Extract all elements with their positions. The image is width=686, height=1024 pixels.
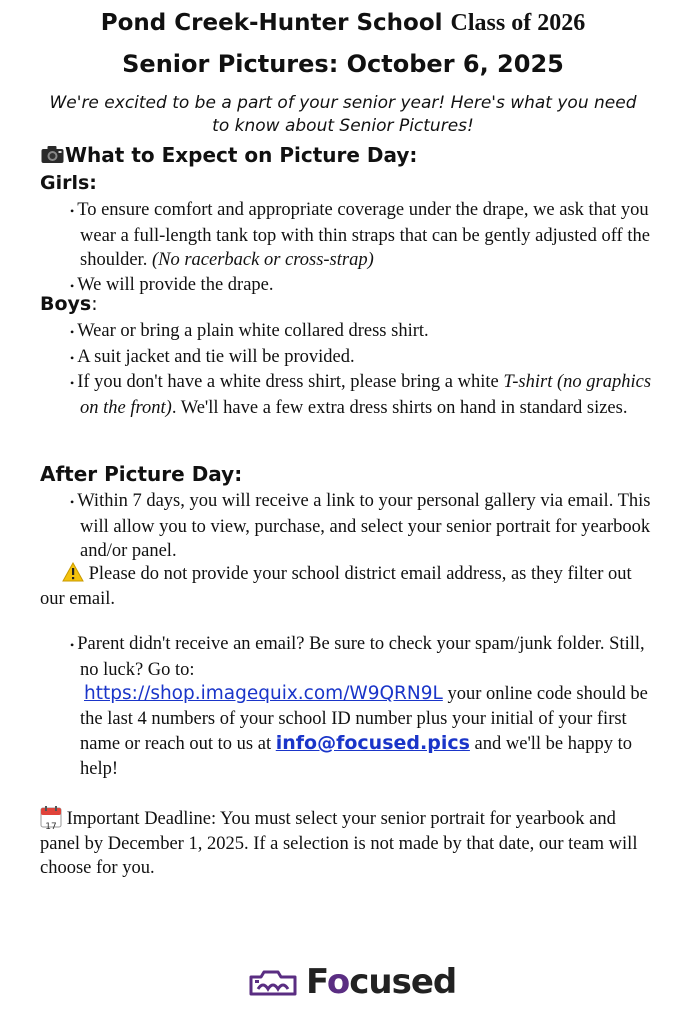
parent-text-a: Parent didn't receive an email? Be sure to check your spam/junk folder. Still, no luck? Go to: xyxy=(77,634,645,680)
warning-text: Please do not provide your school district email address, as they filter out our email. xyxy=(40,564,632,609)
logo-letter-o: o xyxy=(326,962,350,1002)
boys-item-3-em: T-shirt (no graphics on the front) xyxy=(80,372,652,418)
girls-item-1-note: (No racerback or cross-strap) xyxy=(151,250,374,270)
page-subtitle: Senior Pictures: October 6, 2025 xyxy=(122,50,564,78)
boys-label xyxy=(40,293,98,315)
list-item xyxy=(62,632,652,781)
list-item xyxy=(62,370,652,420)
deadline-note xyxy=(40,806,650,881)
boys-item-3b: . We'll have a few extra dress shirts on hand in standard sizes. xyxy=(171,397,628,418)
expect-heading xyxy=(40,143,417,167)
gallery-link[interactable]: https://shop.imagequix.com/W9QRN9L xyxy=(84,683,443,704)
list-item: • We will provide the drape. xyxy=(62,273,652,299)
calendar-day: 17 xyxy=(45,822,57,832)
parent-text-b: your online code should be the last 4 numbers of your school ID number plus your initial of your first name or reach out to us at xyxy=(80,684,648,754)
girls-label: Girls: xyxy=(40,172,97,194)
boys-label-text: Boys xyxy=(40,293,92,315)
list-item xyxy=(62,198,652,273)
after-heading: After Picture Day: xyxy=(40,462,243,486)
camera-icon xyxy=(40,144,65,164)
parent-list xyxy=(62,632,652,781)
logo-letter-f: F xyxy=(306,962,327,1002)
intro-text: We're excited to be a part of your senior year! Here's what you need to know about Senior Pictures! xyxy=(49,93,637,136)
logo-rest: cused xyxy=(349,962,457,1002)
girls-list xyxy=(62,198,652,298)
focused-logo xyxy=(248,962,456,1002)
camera-logo-icon xyxy=(248,967,298,997)
list-item: • Within 7 days, you will receive a link to your personal gallery via email. This will allow you to view, purchase, and select your senior portrait for yearbook and/or panel. xyxy=(62,489,652,564)
email-link[interactable]: info@focused.pics xyxy=(275,732,470,754)
deadline-text: Important Deadline: You must select your senior portrait for yearbook and panel by December 1, 2025. If a selection is not made by that date, our team will choose for you. xyxy=(40,809,638,878)
after-list xyxy=(62,489,652,564)
list-item: • A suit jacket and tie will be provided. xyxy=(62,345,652,371)
list-item: • Wear or bring a plain white collared dress shirt. xyxy=(62,319,652,345)
warning-note xyxy=(40,562,650,611)
warning-icon xyxy=(62,562,84,582)
parent-text-c: and we'll be happy to help! xyxy=(80,734,632,779)
school-name: Pond Creek-Hunter School xyxy=(100,10,443,36)
expect-heading-text: What to Expect on Picture Day: xyxy=(65,143,418,167)
boys-list xyxy=(62,319,652,420)
boys-item-3a: If you don't have a white dress shirt, please bring a white xyxy=(77,372,499,392)
boys-label-colon: : xyxy=(91,293,98,315)
girls-item-1: To ensure comfort and appropriate coverage under the drape, we ask that you wear a full-length tank top with thin straps that can be gently adjusted off the shoulder. xyxy=(77,200,650,270)
logo-wordmark xyxy=(306,962,456,1002)
class-of: Class of 2026 xyxy=(450,10,586,36)
calendar-icon xyxy=(40,806,62,832)
page-title xyxy=(0,10,686,37)
